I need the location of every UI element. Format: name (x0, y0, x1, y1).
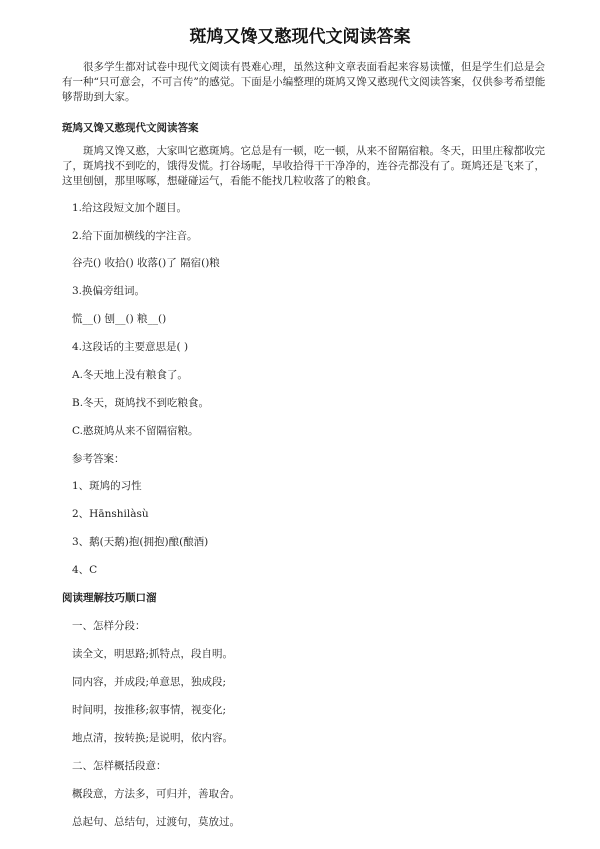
answer-heading: 参考答案： (72, 453, 125, 465)
tip-line: 一、怎样分段： (72, 620, 146, 632)
question-line: 1.给这段短文加个题目。 (72, 202, 188, 214)
section-title-answers: 斑鸠又馋又憨现代文阅读答案 (62, 122, 199, 134)
option-line: A.冬天地上没有粮食了。 (72, 369, 188, 381)
passage-paragraph: 斑鸠又馋又憨，大家叫它憨斑鸠。它总是有一顿，吃一顿，从来不留隔宿粮。冬天，田里庄稼都收完了，斑鸠找不到吃的，饿得发慌。打谷场呢，早收拾得干干净净的，连谷壳都没有了。斑鸠还是飞来了，这里刨刨，那里啄啄，想碰碰运气，看能不能找几粒收落了的粮食。 (62, 145, 545, 187)
page-title: 斑鸠又馋又憨现代文阅读答案 (189, 27, 411, 47)
question-line: 4.这段话的主要意思是( ) (72, 341, 189, 353)
tip-line: 同内容，并成段;单意思，独成段; (72, 676, 227, 688)
question-line: 3.换偏旁组词。 (72, 285, 146, 297)
section-title-tips: 阅读理解技巧顺口溜 (62, 592, 157, 604)
tip-line: 读全文，明思路;抓特点，段自明。 (72, 648, 234, 660)
tip-line: 地点清，按转换;是说明，依内容。 (72, 732, 234, 744)
question-line: 2.给下面加横线的字注音。 (72, 230, 198, 242)
tip-line: 概段意，方法多，可归并，善取舍。 (72, 788, 240, 800)
intro-paragraph: 很多学生都对试卷中现代文阅读有畏难心理，虽然这种文章表面看起来容易读懂，但是学生们总是会有一种“只可意会，不可言传”的感觉。下面是小编整理的斑鸠又馋又憨现代文阅读答案，仅供参考希望能够帮助到大家。 (62, 61, 546, 103)
question-line: 谷壳() 收拾() 收落()了 隔宿()粮 (72, 257, 220, 269)
answer-line: 1、斑鸠的习性 (72, 480, 142, 492)
answer-line: 4、C (72, 564, 98, 576)
tip-line: 总起句、总结句，过渡句，莫放过。 (72, 816, 240, 828)
tip-line: 时间明，按推移;叙事情，视变化; (72, 704, 227, 716)
question-line: 慌__() 刨__() 粮__() (72, 313, 167, 325)
option-line: C.憨斑鸠从来不留隔宿粮。 (72, 425, 199, 437)
answer-line: 2、Hānshilàsù (72, 508, 149, 520)
answer-line: 3、鹅(天鹅)抱(拥抱)酿(酿酒) (72, 536, 209, 548)
option-line: B.冬天，斑鸠找不到吃粮食。 (72, 397, 210, 409)
tip-line: 二、怎样概括段意： (72, 760, 167, 772)
